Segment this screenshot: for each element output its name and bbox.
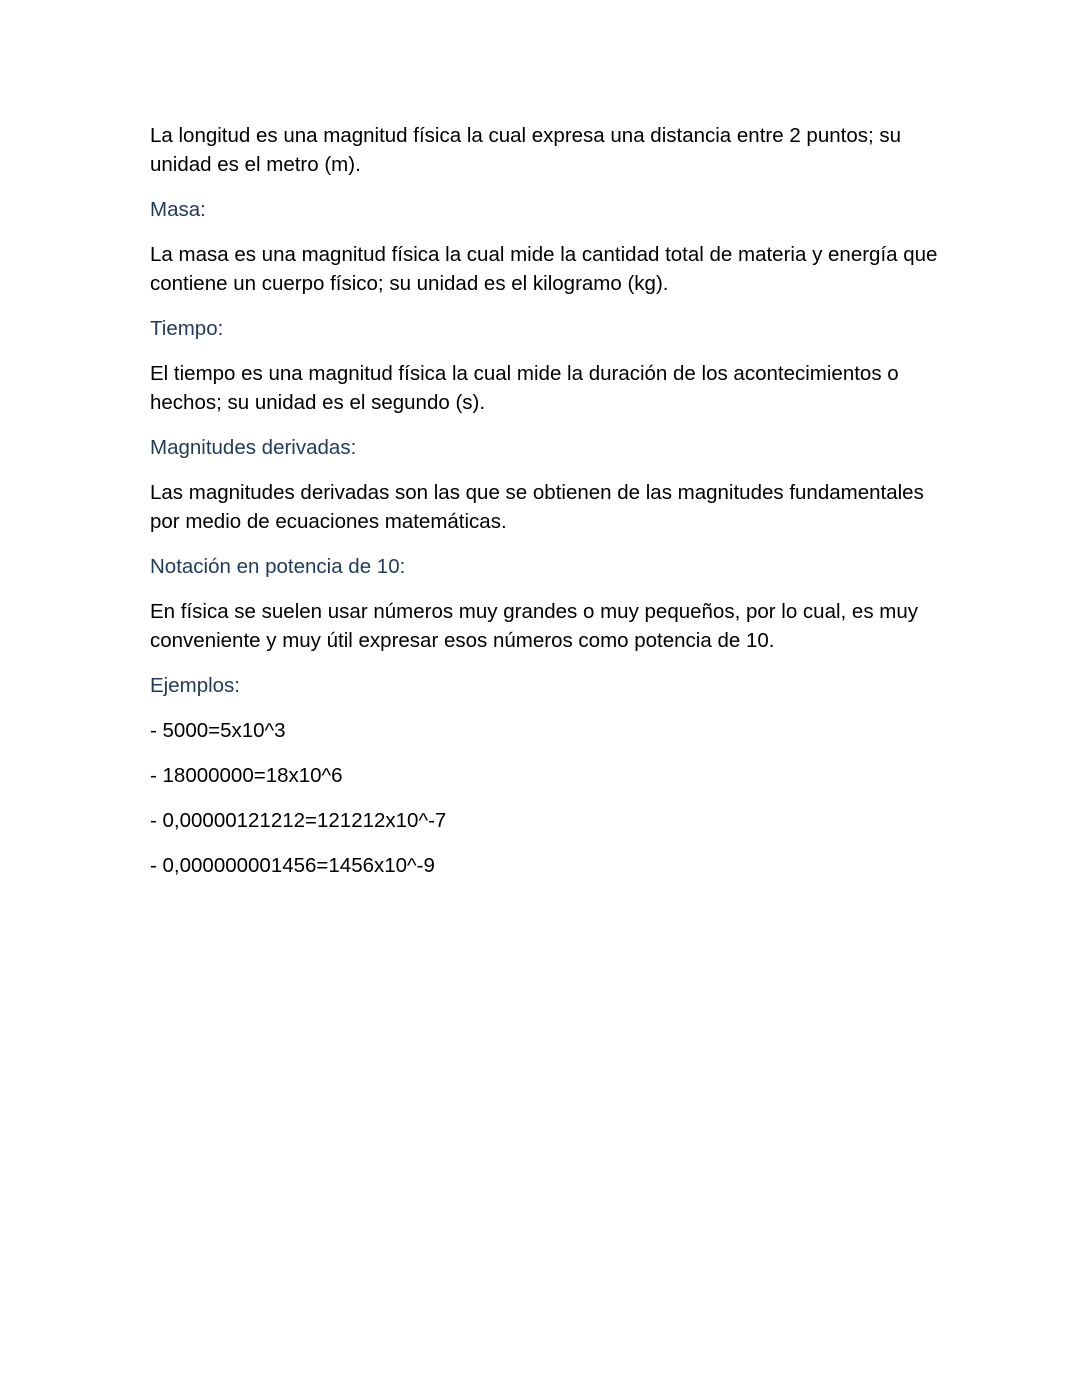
example-item: - 18000000=18x10^6 xyxy=(150,764,343,787)
paragraph-tiempo: El tiempo es una magnitud física la cual mide la duración de los acontecimientos o hechos; su unidad es el segundo (s). xyxy=(150,362,899,414)
example-item: - 0,00000121212=121212x10^-7 xyxy=(150,809,447,832)
example-item: - 0,000000001456=1456x10^-9 xyxy=(150,854,435,877)
document-page xyxy=(150,122,940,897)
paragraph-masa: La masa es una magnitud física la cual mide la cantidad total de materia y energía que contiene un cuerpo físico; su unidad es el kilogramo (kg). xyxy=(150,243,938,295)
heading-ejemplos: Ejemplos: xyxy=(150,674,241,697)
example-item: - 5000=5x10^3 xyxy=(150,719,286,742)
examples-list xyxy=(150,717,940,880)
heading-magnitudes-derivadas: Magnitudes derivadas: xyxy=(150,436,357,459)
paragraph-magnitudes-derivadas: Las magnitudes derivadas son las que se obtienen de las magnitudes fundamentales por medio de ecuaciones matemáticas. xyxy=(150,481,924,533)
heading-tiempo: Tiempo: xyxy=(150,317,224,340)
heading-notacion-potencia: Notación en potencia de 10: xyxy=(150,555,406,578)
heading-masa: Masa: xyxy=(150,198,206,221)
paragraph-notacion-potencia: En física se suelen usar números muy grandes o muy pequeños, por lo cual, es muy conveniente y muy útil expresar esos números como potencia de 10. xyxy=(150,600,919,652)
paragraph-longitud: La longitud es una magnitud física la cual expresa una distancia entre 2 puntos; su unidad es el metro (m). xyxy=(150,124,902,176)
